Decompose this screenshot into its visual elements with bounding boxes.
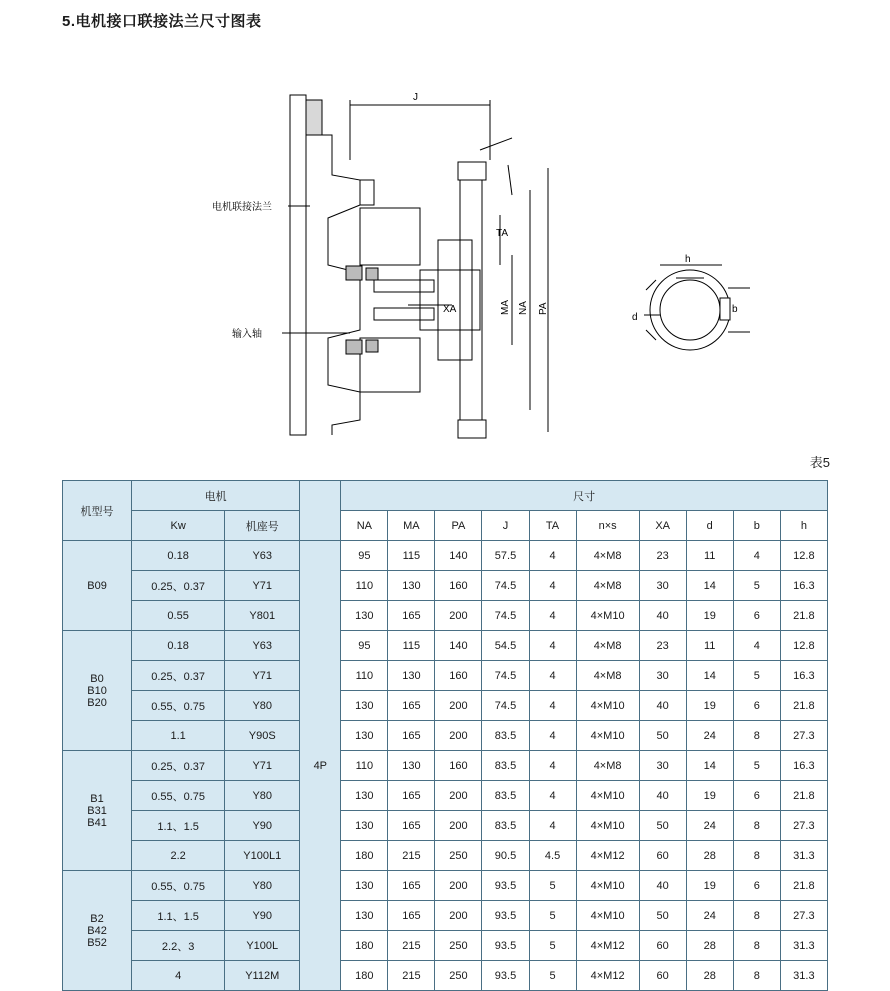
header-frame: 机座号 [225, 511, 300, 541]
d-cell: 14 [686, 751, 733, 781]
ta-cell: 4.5 [529, 841, 576, 871]
xa-cell: 60 [639, 931, 686, 961]
b-cell: 5 [733, 661, 780, 691]
j-cell: 83.5 [482, 811, 529, 841]
frame-cell: Y80 [225, 691, 300, 721]
b-cell: 8 [733, 901, 780, 931]
xa-cell: 23 [639, 541, 686, 571]
h-cell: 27.3 [780, 901, 827, 931]
table-row [63, 931, 828, 961]
xa-cell: 60 [639, 841, 686, 871]
ma-cell: 165 [388, 691, 435, 721]
kw-cell: 0.25、0.37 [132, 751, 225, 781]
kw-cell: 0.25、0.37 [132, 661, 225, 691]
pa-cell: 200 [435, 691, 482, 721]
label-MA: MA [500, 300, 511, 315]
page-title: 5.电机接口联接法兰尺寸图表 [62, 13, 262, 30]
h-cell: 21.8 [780, 691, 827, 721]
pa-cell: 200 [435, 721, 482, 751]
kw-cell: 0.18 [132, 541, 225, 571]
xa-cell: 30 [639, 571, 686, 601]
j-cell: 74.5 [482, 691, 529, 721]
model-cell [63, 751, 132, 871]
ma-cell: 130 [388, 751, 435, 781]
d-cell: 14 [686, 571, 733, 601]
frame-cell: Y90 [225, 811, 300, 841]
label-XA: XA [443, 304, 457, 315]
model-cell [63, 871, 132, 991]
j-cell: 83.5 [482, 721, 529, 751]
header-J: J [482, 511, 529, 541]
b-cell: 8 [733, 931, 780, 961]
pa-cell: 160 [435, 571, 482, 601]
ma-cell: 165 [388, 871, 435, 901]
kw-cell: 4 [132, 961, 225, 991]
h-cell: 31.3 [780, 931, 827, 961]
xa-cell: 50 [639, 901, 686, 931]
na-cell: 130 [341, 721, 388, 751]
h-cell: 16.3 [780, 661, 827, 691]
table-body [63, 541, 828, 991]
pole-cell: 4P [300, 541, 341, 991]
j-cell: 83.5 [482, 751, 529, 781]
ta-cell: 4 [529, 541, 576, 571]
ta-cell: 5 [529, 931, 576, 961]
h-cell: 31.3 [780, 841, 827, 871]
model-name: B10 [87, 684, 107, 697]
d-cell: 11 [686, 541, 733, 571]
frame-cell: Y80 [225, 871, 300, 901]
ta-cell: 5 [529, 901, 576, 931]
na-cell: 130 [341, 601, 388, 631]
xa-cell: 40 [639, 691, 686, 721]
label-motor-flange: 电机联接法兰 [212, 202, 272, 213]
ma-cell: 130 [388, 571, 435, 601]
table-row [63, 571, 828, 601]
ns-cell: 4×M8 [576, 571, 639, 601]
header-b: b [733, 511, 780, 541]
label-NA: NA [518, 301, 529, 315]
ta-cell: 4 [529, 811, 576, 841]
xa-cell: 30 [639, 661, 686, 691]
header-pole-blank [300, 481, 341, 541]
pa-cell: 200 [435, 781, 482, 811]
table-row [63, 961, 828, 991]
ma-cell: 165 [388, 811, 435, 841]
frame-cell: Y100L1 [225, 841, 300, 871]
table-row [63, 781, 828, 811]
xa-cell: 40 [639, 871, 686, 901]
kw-cell: 2.2、3 [132, 931, 225, 961]
ta-cell: 4 [529, 661, 576, 691]
xa-cell: 40 [639, 601, 686, 631]
spec-table [62, 480, 828, 991]
ta-cell: 5 [529, 961, 576, 991]
ns-cell: 4×M10 [576, 601, 639, 631]
j-cell: 93.5 [482, 901, 529, 931]
na-cell: 180 [341, 841, 388, 871]
na-cell: 130 [341, 901, 388, 931]
j-cell: 74.5 [482, 571, 529, 601]
xa-cell: 50 [639, 721, 686, 751]
ta-cell: 5 [529, 871, 576, 901]
h-cell: 12.8 [780, 631, 827, 661]
d-cell: 28 [686, 841, 733, 871]
label-input-shaft: 输入轴 [232, 329, 262, 340]
model-name: B31 [87, 804, 107, 817]
h-cell: 12.8 [780, 541, 827, 571]
frame-cell: Y71 [225, 571, 300, 601]
h-cell: 21.8 [780, 781, 827, 811]
b-cell: 8 [733, 811, 780, 841]
h-cell: 16.3 [780, 571, 827, 601]
table-row [63, 631, 828, 661]
kw-cell: 0.55、0.75 [132, 781, 225, 811]
h-cell: 16.3 [780, 751, 827, 781]
header-size: 尺寸 [341, 481, 828, 511]
label-PA: PA [538, 302, 549, 315]
h-cell: 21.8 [780, 601, 827, 631]
kw-cell: 0.55、0.75 [132, 691, 225, 721]
kw-cell: 0.55、0.75 [132, 871, 225, 901]
b-cell: 6 [733, 601, 780, 631]
na-cell: 110 [341, 751, 388, 781]
xa-cell: 30 [639, 751, 686, 781]
table-row [63, 601, 828, 631]
frame-cell: Y80 [225, 781, 300, 811]
b-cell: 8 [733, 961, 780, 991]
header-kw: Kw [132, 511, 225, 541]
d-cell: 11 [686, 631, 733, 661]
d-cell: 19 [686, 871, 733, 901]
ns-cell: 4×M12 [576, 931, 639, 961]
table-row [63, 751, 828, 781]
pa-cell: 250 [435, 841, 482, 871]
frame-cell: Y100L [225, 931, 300, 961]
ns-cell: 4×M10 [576, 901, 639, 931]
b-cell: 8 [733, 721, 780, 751]
table-row [63, 721, 828, 751]
j-cell: 57.5 [482, 541, 529, 571]
xa-cell: 50 [639, 811, 686, 841]
table-row [63, 691, 828, 721]
model-name: B2 [90, 912, 104, 925]
model-name: B42 [87, 924, 107, 937]
pa-cell: 140 [435, 541, 482, 571]
header-ns: n×s [576, 511, 639, 541]
ta-cell: 4 [529, 631, 576, 661]
label-d: d [632, 312, 638, 323]
frame-cell: Y71 [225, 751, 300, 781]
kw-cell: 2.2 [132, 841, 225, 871]
b-cell: 5 [733, 751, 780, 781]
d-cell: 19 [686, 691, 733, 721]
pa-cell: 200 [435, 811, 482, 841]
frame-cell: Y63 [225, 541, 300, 571]
header-XA: XA [639, 511, 686, 541]
ta-cell: 4 [529, 781, 576, 811]
kw-cell: 0.55 [132, 601, 225, 631]
header-NA: NA [341, 511, 388, 541]
d-cell: 19 [686, 781, 733, 811]
kw-cell: 0.18 [132, 631, 225, 661]
ns-cell: 4×M10 [576, 691, 639, 721]
table-row [63, 661, 828, 691]
j-cell: 54.5 [482, 631, 529, 661]
pa-cell: 200 [435, 601, 482, 631]
ta-cell: 4 [529, 601, 576, 631]
d-cell: 28 [686, 961, 733, 991]
b-cell: 6 [733, 691, 780, 721]
b-cell: 4 [733, 541, 780, 571]
flange-dimension-diagram [60, 40, 830, 460]
model-cell [63, 541, 132, 631]
model-name: B1 [90, 792, 104, 805]
ta-cell: 4 [529, 691, 576, 721]
table-row [63, 841, 828, 871]
xa-cell: 23 [639, 631, 686, 661]
ns-cell: 4×M8 [576, 751, 639, 781]
pa-cell: 250 [435, 931, 482, 961]
frame-cell: Y63 [225, 631, 300, 661]
j-cell: 93.5 [482, 931, 529, 961]
table-header-row-1 [63, 481, 828, 511]
j-cell: 90.5 [482, 841, 529, 871]
label-J: J [413, 92, 418, 103]
j-cell: 83.5 [482, 781, 529, 811]
b-cell: 6 [733, 781, 780, 811]
pa-cell: 250 [435, 961, 482, 991]
table-row [63, 871, 828, 901]
j-cell: 74.5 [482, 601, 529, 631]
pa-cell: 160 [435, 661, 482, 691]
h-cell: 31.3 [780, 961, 827, 991]
h-cell: 27.3 [780, 721, 827, 751]
na-cell: 130 [341, 691, 388, 721]
b-cell: 6 [733, 871, 780, 901]
na-cell: 95 [341, 631, 388, 661]
ma-cell: 215 [388, 961, 435, 991]
ma-cell: 165 [388, 781, 435, 811]
model-name: B0 [90, 672, 104, 685]
h-cell: 21.8 [780, 871, 827, 901]
d-cell: 28 [686, 931, 733, 961]
label-h: h [685, 254, 691, 265]
ma-cell: 130 [388, 661, 435, 691]
ns-cell: 4×M12 [576, 961, 639, 991]
model-name: B09 [87, 579, 107, 592]
frame-cell: Y801 [225, 601, 300, 631]
na-cell: 130 [341, 781, 388, 811]
ma-cell: 215 [388, 931, 435, 961]
header-PA: PA [435, 511, 482, 541]
header-TA: TA [529, 511, 576, 541]
header-MA: MA [388, 511, 435, 541]
b-cell: 8 [733, 841, 780, 871]
ma-cell: 115 [388, 631, 435, 661]
header-h: h [780, 511, 827, 541]
d-cell: 24 [686, 721, 733, 751]
na-cell: 95 [341, 541, 388, 571]
model-name: B52 [87, 936, 107, 949]
d-cell: 14 [686, 661, 733, 691]
j-cell: 93.5 [482, 871, 529, 901]
pa-cell: 140 [435, 631, 482, 661]
ta-cell: 4 [529, 571, 576, 601]
table-header-row-2 [63, 511, 828, 541]
j-cell: 93.5 [482, 961, 529, 991]
kw-cell: 1.1、1.5 [132, 901, 225, 931]
label-b: b [732, 304, 738, 315]
d-cell: 24 [686, 811, 733, 841]
ma-cell: 115 [388, 541, 435, 571]
b-cell: 5 [733, 571, 780, 601]
table-row [63, 901, 828, 931]
na-cell: 180 [341, 961, 388, 991]
na-cell: 130 [341, 871, 388, 901]
ns-cell: 4×M8 [576, 541, 639, 571]
na-cell: 130 [341, 811, 388, 841]
table-row [63, 541, 828, 571]
xa-cell: 60 [639, 961, 686, 991]
ta-cell: 4 [529, 751, 576, 781]
frame-cell: Y71 [225, 661, 300, 691]
ns-cell: 4×M10 [576, 811, 639, 841]
frame-cell: Y90S [225, 721, 300, 751]
frame-cell: Y112M [225, 961, 300, 991]
ns-cell: 4×M8 [576, 631, 639, 661]
model-name: B41 [87, 816, 107, 829]
ns-cell: 4×M10 [576, 721, 639, 751]
ma-cell: 215 [388, 841, 435, 871]
pa-cell: 200 [435, 901, 482, 931]
h-cell: 27.3 [780, 811, 827, 841]
frame-cell: Y90 [225, 901, 300, 931]
header-motor: 电机 [132, 481, 300, 511]
model-name: B20 [87, 696, 107, 709]
table-row [63, 811, 828, 841]
pa-cell: 160 [435, 751, 482, 781]
j-cell: 74.5 [482, 661, 529, 691]
header-model: 机型号 [63, 481, 132, 541]
model-cell [63, 631, 132, 751]
d-cell: 24 [686, 901, 733, 931]
kw-cell: 0.25、0.37 [132, 571, 225, 601]
ns-cell: 4×M10 [576, 781, 639, 811]
ta-cell: 4 [529, 721, 576, 751]
ns-cell: 4×M12 [576, 841, 639, 871]
ma-cell: 165 [388, 601, 435, 631]
ns-cell: 4×M10 [576, 871, 639, 901]
na-cell: 110 [341, 571, 388, 601]
pa-cell: 200 [435, 871, 482, 901]
header-d: d [686, 511, 733, 541]
label-TA: TA [496, 228, 509, 239]
xa-cell: 40 [639, 781, 686, 811]
kw-cell: 1.1 [132, 721, 225, 751]
d-cell: 19 [686, 601, 733, 631]
na-cell: 110 [341, 661, 388, 691]
ns-cell: 4×M8 [576, 661, 639, 691]
na-cell: 180 [341, 931, 388, 961]
kw-cell: 1.1、1.5 [132, 811, 225, 841]
ma-cell: 165 [388, 721, 435, 751]
ma-cell: 165 [388, 901, 435, 931]
table-caption: 表5 [809, 455, 830, 470]
diagram-svg [60, 40, 830, 460]
b-cell: 4 [733, 631, 780, 661]
